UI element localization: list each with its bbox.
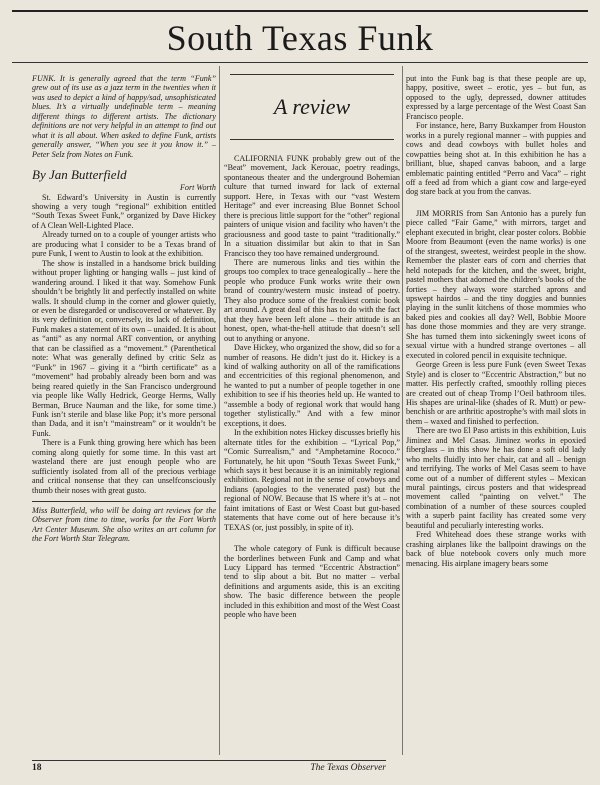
top-rule	[12, 10, 588, 12]
deck-box	[230, 74, 394, 140]
publication-name: The Texas Observer	[310, 763, 386, 773]
paragraph: JIM MORRIS from San Antonio has a purely fun piece called “Fair Game,” with mirrors, target and elephant executed in bright, clear poster colors. Bobbie Moore from Beaumont (even the name works) is one of the strangest, sweetest, weirdest people in the show. Remember the plaster ears of corn and cherries that held notepads for the kitchen, and the sweet, bright, pastel mothers that adorned the children’s books of the forties – they always wore starched aprons and upswept hairdos – and the tiny doggies and bunnies playing in the sunlit kitchens of those mommies who baked pies and cookies all day? Well, Bobbie Moore has done those mommies and they are very strange. She has turned them into sickeningly sweet icons of sexual virtue with a hundred strange overtones – all executed in colored pencil in exquisite technique.	[406, 208, 586, 360]
intro-epigraph: FUNK. It is generally agreed that the term “Funk” grew out of its use as a jazz term in the twenties when it was used to depict a kind of happy/sad, unsophisticated blues. It’s a virtually undefinable term – meaning different things to different artists. The dictionary definitions are not very helpful in an attempt to find out what it is all about. When asked to define Funk, artists generally answer, “When you see it you know it.” – Peter Selz from Notes on Funk.	[32, 74, 216, 159]
page-number: 18	[32, 763, 42, 773]
bio-rule	[32, 501, 216, 502]
section-break	[406, 197, 586, 209]
paragraph: There are numerous links and ties within the groups too complex to trace genealogically – here the people who produce Funk works write their own brand of country/western music instead of poetry. They also produce some of the freakiest comic book art around. A great deal of this has to do with the fact that they have been left alone – their attitude is an honest, open, what-the-hell attitude that doesn’t sell out to anything or anyone.	[224, 257, 400, 343]
title-rule	[12, 62, 588, 63]
column-divider	[402, 66, 403, 755]
deck: A review	[273, 94, 351, 120]
paragraph: The show is installed in a handsome brick building without proper lighting or hanging walls – just kind of wandering around. I liked it that way. Somehow Funk shouldn’t be brightly lit and perfectly installed on white walls. It should clump in the corner and glower quietly, or even be disregarded or undiscovered or whatever. By its very definition or, conversely, its lack of definition, Funk makes a statement of its own – unaided. It is about as “anti” as any normal ART convention, or anything that can be classified as a “movement.” (Parenthetical note: What was generally defined by critic Selz as “Funk” in 1967 – giving it a “birth certificate” as a “movement” had probably already been born and was being reared quietly in the San Francisco underground via people like Wally Hedrick, George Herms, Wally Berman, Bruce Nauman and the like, for some time.) Funk isn’t sterile and blase like Pop; it’s more personal than Dada, and it isn’t “mainstream” or it wouldn’t be Funk.	[32, 258, 216, 438]
paragraph: Already turned on to a couple of younger artists who are producing what I consider to be a Texas brand of pure Funk, I went to Austin to look at the exhibition.	[32, 230, 216, 259]
paragraph: George Green is less pure Funk (even Sweet Texas Style) and is closer to “Eccentric Abstraction,” but no matter. His perfectly crafted, smoothly rolling pieces are created out of cheap Tromp l’Oeil bathroom tiles. His shapes are urinal-like (shades of R. Mutt) or pew-benchish or are arthritic apostrophe’s with mail slots in them – waxed and finished to perfection.	[406, 360, 586, 426]
author-bio: Miss Butterfield, who will be doing art reviews for the Observer from time to time, works for the Fort Worth Art Center Museum. She also writes an art column for the Fort Worth Star Telegram.	[32, 506, 216, 544]
byline: By Jan Butterfield	[32, 167, 127, 183]
paragraph: put into the Funk bag is that these people are up, happy, positive, sweet – erotic, yes – but fun, as opposed to the ugly, depressed, downer attitudes expressed by a large percentage of the West Coast San Francisco people.	[406, 74, 586, 121]
paragraph: In the exhibition notes Hickey discusses briefly his alternate titles for the exhibition – “Lyrical Pop,” “Comic Surrealism,” and “Amphetamine Rococo.” Fortunately, he hit upon “South Texas Sweet Funk,” which says it best because it is an inimitably regional exhibition. Regional not in the sense of cowboys and Indians (apologies to the venerated past) but the regional of NOW. Because that IS where it’s at – not faint imitations of East or West Coast but gut-based statements that have come out of here because it’s TEXAS (or, just possibly, in spite of it).	[224, 428, 400, 532]
paragraph: The whole category of Funk is difficult because the borderlines between Funk and Camp and what Lucy Lippard has termed “Eccentric Abstraction” tend to slip about a bit. But no matter – verbal definitions and arguments aside, this is an exciting show. The basic difference between the people included in this exhibition and most of the West Coast people who have been	[224, 544, 400, 620]
paragraph: St. Edward’s University in Austin is currently showing a very tough “regional” exhibition entitled “South Texas Sweet Funk,” organized by Dave Hickey of A Clean Well-Lighted Place.	[32, 192, 216, 230]
article-title: South Texas Funk	[166, 18, 434, 58]
paragraph: There are two El Paso artists in this exhibition, Luis Jiminez and Mel Casas. Jiminez works in epoxied fiberglass – in this show he has done a soft old lady who melts fluidly into her chair, cat and all – benign and terrifying. The works of Mel Casas seem to have come out of a number of different styles – Mexican mural paintings, circus posters and that widespread movement called “painting on velvet.” The combination of a number of these sources coupled with a superb paint facility has created some very beautiful and peculiarly interesting works.	[406, 426, 586, 530]
paragraph: For instance, here, Barry Buxkamper from Houston works in a purely regional manner – with puppies and cows and dead cowboys with bullet holes and cowpatties being shot at. In this exhibition he has a brilliant, blue, shaped canvas baboon, and a large emblematic painting entitled “Perro and Vaca” – right off a feed ad from which a giant cow and large-eyed dog stare back at you from the canvas.	[406, 121, 586, 197]
paragraph: Dave Hickey, who organized the show, did so for a number of reasons. He didn’t just do it. Hickey is a kind of walking authority on all of the ramifications and eccentricities of this regional phenomenon, and he wanted to put a number of people together in one exhibition to see if his theories held up. He wanted to “assemble a body of regional work that would hang together stylistically.” And with a few minor exceptions, it does.	[224, 343, 400, 428]
column-3	[406, 74, 586, 764]
section-break	[224, 532, 400, 544]
dateline: Fort Worth	[179, 183, 216, 193]
paragraph: There is a Funk thing growing here which has been coming along quietly for some time. In this vast art wasteland there are just enough people who are sufficiently isolated from all of the precious verbiage and critical nonsense that they can unselfconsciously thumb their noses with great gusto.	[32, 438, 216, 495]
column-divider	[219, 66, 220, 755]
paragraph: CALIFORNIA FUNK probably grew out of the “Beat” movement, Jack Kerouac, poetry readings, spontaneous theater and the underground Bohemian culture that turned inward for lack of external support. Here, in Texas with our “vast Western Heritage” and ever increasing Blue Bonnet School there is precious little support for the “other” regional painters of unique vision and facility who haven’t the graciousness and good taste to paint “traditionally.” In a situation dissimilar but akin to that in San Francisco they too have remained underground.	[224, 154, 400, 258]
column-1	[32, 74, 216, 754]
page-footer	[32, 760, 386, 773]
column-2	[224, 74, 400, 764]
paragraph: Fred Whitehead does these strange works with crashing airplanes like the ballpoint drawings on the back of blue notebook covers only much more menacing. His airplane imagery bears some	[406, 530, 586, 568]
